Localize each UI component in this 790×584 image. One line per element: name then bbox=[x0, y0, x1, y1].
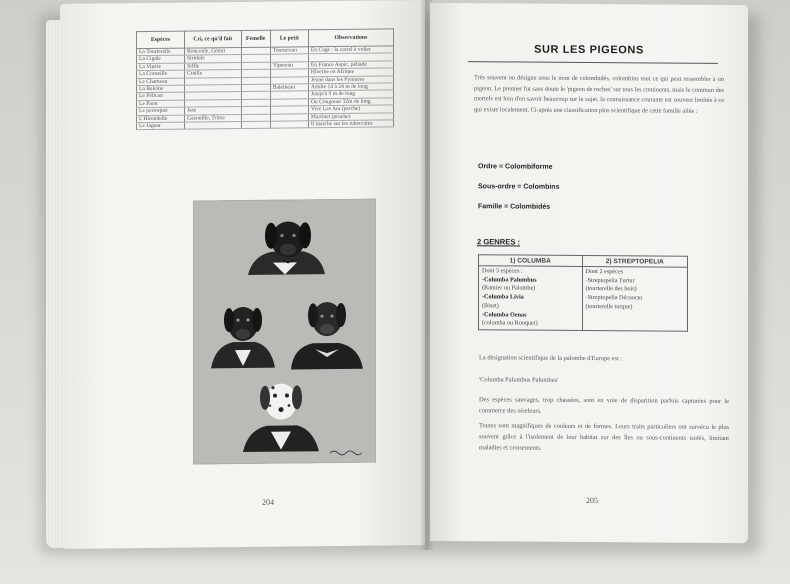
genre-species-line: -Streptopelia Turtur bbox=[585, 276, 635, 285]
species-table-header: Cri, ce qu'il fait bbox=[184, 31, 241, 49]
species-table-cell: Roucoule, Gémit bbox=[184, 48, 241, 56]
dog-portrait-middle-left bbox=[211, 307, 275, 369]
genre-species-line: (Ramier ou Palombe) bbox=[482, 284, 536, 293]
species-table-cell: Jase bbox=[184, 107, 241, 115]
species-table-cell: La Corneille bbox=[137, 70, 185, 78]
genre-streptopelia-species bbox=[582, 266, 687, 331]
intro-paragraph: Très souvent on désigne sous le nom de colombidés, colombins tout ce qui peut ressembler à un pigeon. Le premier fut sans doute le 'pigeon de roches' sur tous les continents, mais le commun des mortels est loin d'en savoir beaucoup sur le sujet, la connaissance courante est souvent limitée à ce qui existe localement. Ci-après une classification plus scientifique de cette famille ailée : bbox=[474, 74, 724, 115]
species-table-cell: En France Aspic, péliade bbox=[308, 61, 393, 69]
species-table-cell: Le Jaguar bbox=[137, 122, 185, 130]
species-table-cell: Martinet (proche) bbox=[308, 113, 393, 121]
dog-portrait-bottom-dalmatian bbox=[243, 383, 319, 452]
classification-family: Famille = Colombidés bbox=[478, 203, 551, 211]
species-table-cell: Le Pélican bbox=[137, 93, 185, 101]
genres-table bbox=[478, 254, 688, 331]
dog-portrait-middle-right bbox=[291, 302, 363, 370]
genre-species-line: Dont 3 espèces : bbox=[482, 267, 523, 275]
artist-signature bbox=[330, 451, 362, 455]
paragraph-colours-forms: Toutes sont magnifiques de couleurs et de formes. Leurs traits particuliers ont survécu le plus souvent grâce à l'isolement de leur habitat sur des îles ou sous-continents isolés, limitant maladies et croisements. bbox=[479, 422, 729, 452]
left-page bbox=[60, 0, 425, 549]
species-table-cell: Le Chameau bbox=[137, 78, 185, 86]
classification-suborder: Sous-ordre = Colombins bbox=[478, 183, 560, 191]
species-table-cell: Stridule bbox=[184, 55, 241, 63]
species-table-header: Observations bbox=[308, 29, 393, 47]
genre-species-line: Dont 2 espèces bbox=[585, 267, 623, 276]
paragraph-scientific-name: La désignation scientifique de la palombe d'Europe est : bbox=[479, 354, 623, 363]
species-table-cell: Le Paon bbox=[137, 100, 185, 108]
paragraph-latin-name: 'Columba Palumbus Palumbus' bbox=[479, 376, 559, 384]
title-rule bbox=[468, 61, 718, 64]
species-table-cell: La Vipère bbox=[137, 63, 185, 71]
genres-heading: 2 GENRES : bbox=[477, 237, 521, 247]
species-table-cell: L'Hirondelle bbox=[137, 115, 185, 123]
species-table-header: Espèces bbox=[137, 31, 185, 49]
species-table-cell bbox=[241, 121, 270, 129]
species-table-cell: La Baleine bbox=[137, 85, 185, 93]
page-number-right: 205 bbox=[586, 495, 598, 506]
species-table-cell: La Tourterelle bbox=[137, 48, 185, 56]
species-table-cell: Jeuné dans les Pyrénées bbox=[308, 76, 393, 84]
dog-portraits-drawing bbox=[193, 199, 376, 465]
genre-species-line: (tourterelle des bois) bbox=[585, 285, 637, 293]
species-table-cell: Tourtereau bbox=[270, 47, 308, 55]
genre-species-line: -Columba Oenas bbox=[482, 310, 527, 319]
genre-species-line: (Biset) bbox=[482, 302, 499, 310]
species-table-cell: Adulte 14 à 24 m de long bbox=[308, 83, 393, 91]
species-table-header: Le petit bbox=[270, 30, 308, 47]
page-number-left: 204 bbox=[262, 497, 274, 507]
species-table-cell bbox=[270, 121, 308, 129]
genre-streptopelia-header: 2) STREPTOPELIA bbox=[582, 255, 687, 267]
species-table-cell: Craille bbox=[184, 70, 241, 78]
species-table-cell: Jusqu'à 9 m de long bbox=[308, 90, 393, 98]
dog-portrait-top bbox=[248, 221, 325, 275]
species-table bbox=[136, 28, 394, 130]
species-table-cell: Il marche sur les tubercules bbox=[308, 120, 393, 128]
classification-order: Ordre = Colombiforme bbox=[478, 163, 553, 171]
genre-species-line: (tourterelle turque) bbox=[585, 302, 633, 311]
species-table-cell bbox=[184, 122, 241, 130]
genre-species-line: (colomba ou Rouquet) bbox=[482, 319, 538, 327]
species-table-row bbox=[137, 120, 394, 130]
species-table-cell: Hiverne en Afrique bbox=[308, 68, 393, 76]
species-table-cell: La Cigale bbox=[137, 56, 185, 64]
right-page bbox=[430, 3, 748, 543]
species-table-cell: Vive Les Ara (perche) bbox=[308, 105, 393, 113]
species-table-cell: Vipereau bbox=[270, 62, 308, 70]
species-table-header: Femelle bbox=[241, 30, 270, 47]
genre-species-line: -Streptopelia Décaocto bbox=[585, 294, 643, 302]
species-table-cell: Gazouille, Trisse bbox=[184, 114, 241, 122]
genre-species-line: -Columba Livia bbox=[482, 293, 524, 301]
genre-species-line: -Columba Palumbus bbox=[482, 275, 537, 284]
species-table-cell: Ou Cougouar 32m de long bbox=[308, 98, 393, 106]
species-table-cell: En Cage : la carrel à volier bbox=[308, 46, 393, 54]
genre-columba-header: 1) COLUMBA bbox=[479, 255, 583, 267]
paragraph-wild-species: Des espèces sauvages, trop chassées, sont en voie de disparition parfois capturées pour le commerce des oiseleurs. bbox=[479, 396, 729, 415]
dog-portraits-illustration bbox=[193, 199, 376, 465]
species-table-cell: Baleineau bbox=[270, 84, 308, 92]
page-title: SUR LES PIGEONS bbox=[534, 43, 644, 57]
species-table-body bbox=[137, 46, 394, 130]
species-table-cell: Siffle bbox=[184, 62, 241, 70]
species-table-cell: Le perroquet bbox=[137, 107, 185, 115]
genre-columba-species bbox=[479, 266, 583, 331]
